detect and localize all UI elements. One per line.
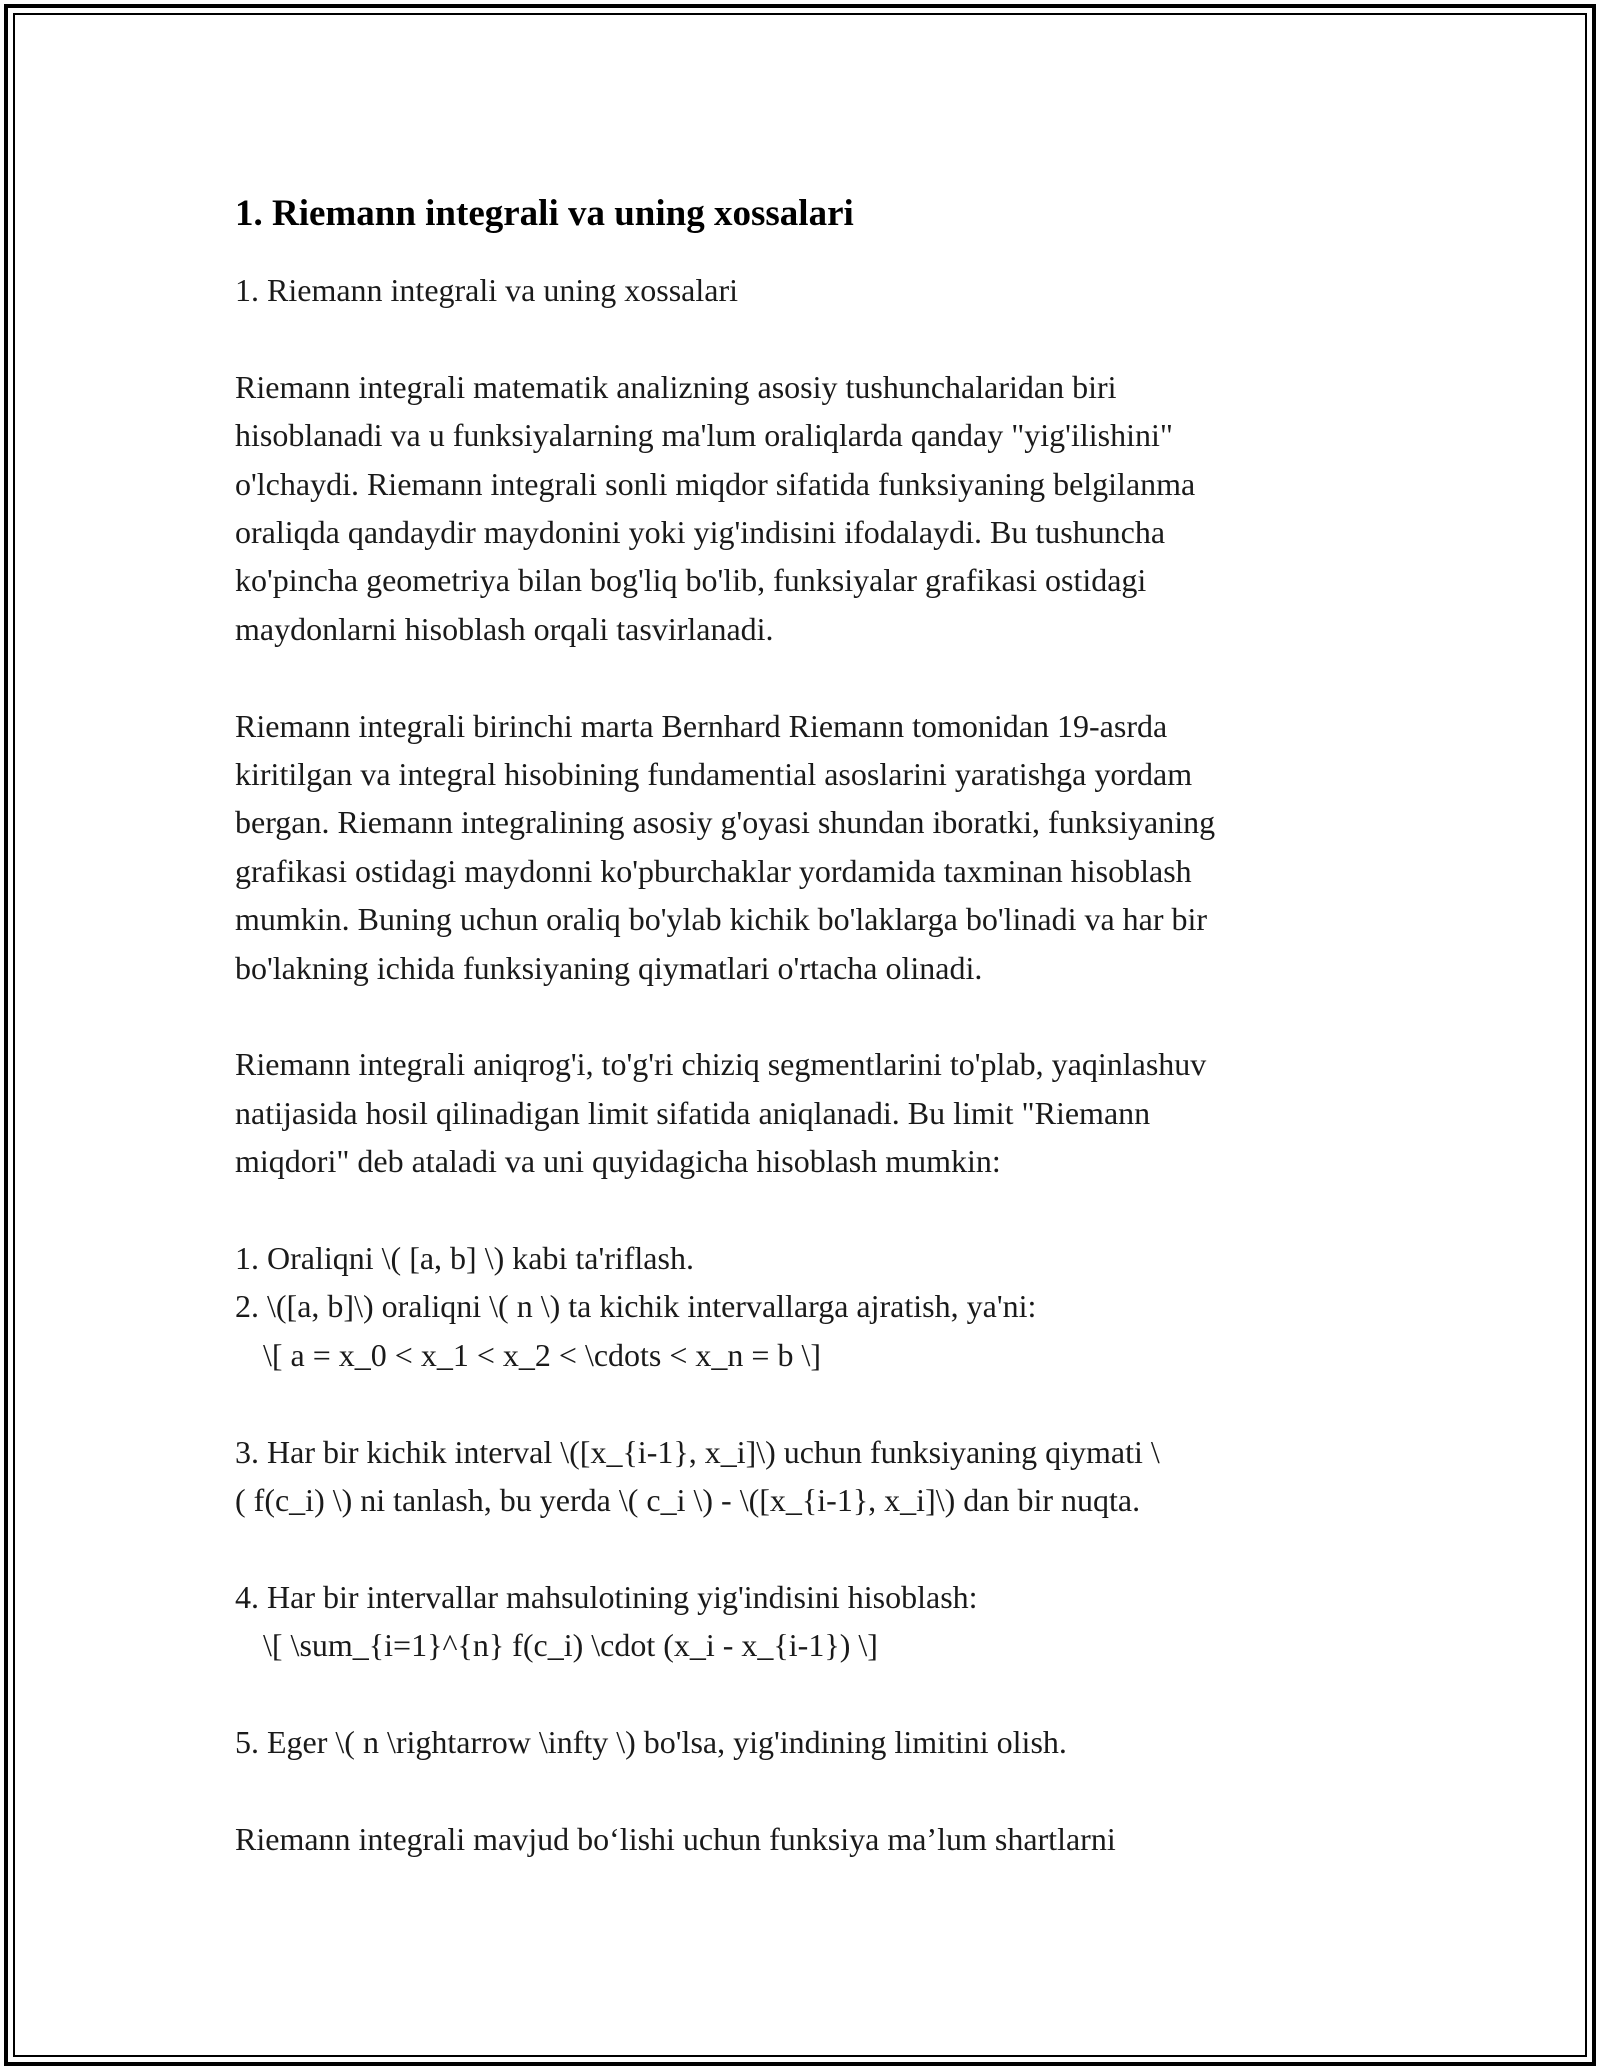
paragraph-line: miqdori" deb ataladi va uni quyidagicha hisoblash mumkin: [235,1143,1001,1180]
list-item: 3. Har bir kichik interval \([x_{i-1}, x_i]\) uchun funksiyaning qiymati \ [235,1433,1160,1470]
paragraph-history [235,702,1375,992]
paragraph-line: maydonlarni hisoblash orqali tasvirlanadi. [235,610,774,647]
paragraph-line: hisoblanadi va u funksiyalarning ma'lum oraliqlarda qanday "yig'ilishini" [235,417,1173,454]
paragraph-line: o'lchaydi. Riemann integrali sonli miqdor sifatida funksiyaning belgilanma [235,465,1196,502]
paragraph-line: bo'lakning ichida funksiyaning qiymatlari o'rtacha olinadi. [235,949,983,986]
step-3 [235,1428,1375,1525]
paragraph-line: ko'pincha geometriya bilan bog'liq bo'lib, funksiyalar grafikasi ostidagi [235,562,1147,599]
formula-riemann-sum: \[ \sum_{i=1}^{n} f(c_i) \cdot (x_i - x_{i-1}) \] [263,1627,878,1664]
document-title: 1. Riemann integrali va uning xossalari [235,193,854,234]
list-item-continuation: ( f(c_i) \) ni tanlash, bu yerda \( c_i \) - \([x_{i-1}, x_i]\) dan bir nuqta. [235,1482,1141,1519]
paragraph-line: kiritilgan va integral hisobining fundamential asoslarini yaratishga yordam [235,756,1193,793]
paragraph-line: Riemann integrali birinchi marta Bernhard Riemann tomonidan 19-asrda [235,707,1168,744]
paragraph-closing: Riemann integrali mavjud bo‘lishi uchun funksiya ma’lum shartlarni [235,1820,1116,1857]
list-item: 4. Har bir intervallar mahsulotining yig'indisini hisoblash: [235,1578,978,1615]
paragraph-line: grafikasi ostidagi maydonni ko'pburchaklar yordamida taxminan hisoblash [235,852,1192,889]
paragraph-intro [235,363,1375,653]
paragraph-line: natijasida hosil qilinadigan limit sifatida aniqlanadi. Bu limit "Riemann [235,1094,1151,1131]
paragraph-line: Riemann integrali aniqrog'i, to'g'ri chiziq segmentlarini to'plab, yaqinlashuv [235,1046,1207,1083]
document-body [235,185,1375,1863]
section-heading-text: 1. Riemann integrali va uning xossalari [235,272,738,308]
paragraph-line: Riemann integrali matematik analizning asosiy tushunchalaridan biri [235,368,1117,405]
paragraph-line: mumkin. Buning uchun oraliq bo'ylab kichik bo'laklarga bo'linadi va har bir [235,901,1208,938]
list-item: 1. Oraliqni \( [a, b] \) kabi ta'riflash. [235,1240,694,1277]
step-4 [235,1573,1375,1670]
list-item: 2. \([a, b]\) oraliqni \( n \) ta kichik intervallarga ajratish, ya'ni: [235,1288,1037,1325]
step-5: 5. Eger \( n \rightarrow \infty \) bo'lsa, yig'indining limitini olish. [235,1724,1067,1761]
paragraph-line: oraliqda qandaydir maydonini yoki yig'indisini ifodalaydi. Bu tushuncha [235,514,1166,551]
formula-partition: \[ a = x_0 < x_1 < x_2 < \cdots < x_n = b \] [263,1336,822,1373]
paragraph-definition [235,1040,1375,1185]
steps-list-1-2 [235,1234,1375,1379]
paragraph-line: bergan. Riemann integralining asosiy g'oyasi shundan iboratki, funksiyaning [235,804,1216,841]
